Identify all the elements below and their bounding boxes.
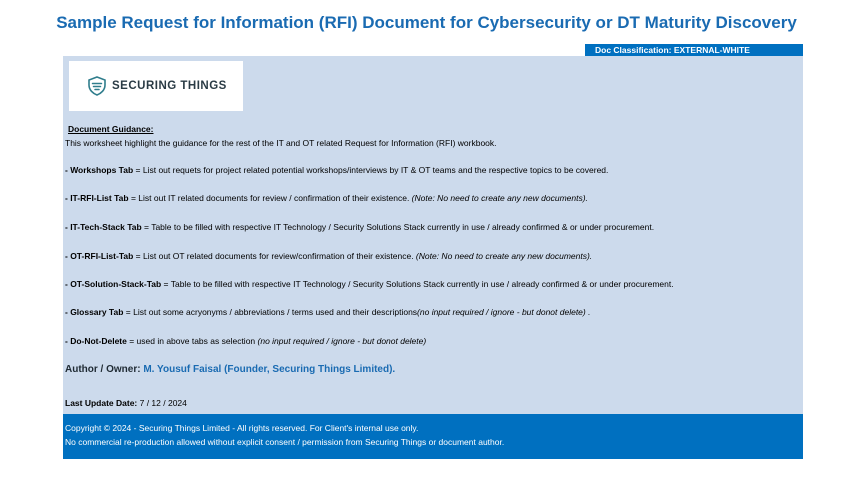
guidance-item-workshops [65, 165, 608, 175]
tab-name: - OT-Solution-Stack-Tab [65, 279, 162, 289]
tab-name: - Do-Not-Delete [65, 336, 127, 346]
tab-name: - IT-RFI-List Tab [65, 193, 129, 203]
guidance-heading: Document Guidance: [68, 124, 154, 134]
last-update-line [65, 398, 187, 408]
guidance-item-glossary [65, 307, 590, 317]
guidance-item-ot-rfi-list [65, 251, 592, 261]
guidance-item-it-rfi-list [65, 193, 588, 203]
copyright-footer [63, 414, 803, 459]
tab-note: (no input required / ignore - but donot delete) [257, 336, 427, 346]
tab-note: (no input required / ignore - but donot delete) . [417, 307, 591, 317]
tab-name: - Workshops Tab [65, 165, 134, 175]
tab-description: = List out some acryonyms / abbreviations / terms used and their descriptions [123, 307, 418, 317]
guidance-item-do-not-delete [65, 336, 426, 346]
tab-description: = used in above tabs as selection [126, 336, 258, 346]
tab-name: - Glossary Tab [65, 307, 124, 317]
tab-name: - IT-Tech-Stack Tab [65, 222, 142, 232]
logo-text: SECURING THINGS [112, 80, 227, 92]
document-title: Sample Request for Information (RFI) Document for Cybersecurity or DT Maturity Discovery [56, 13, 797, 32]
tab-description: = List out requets for project related potential workshops/interviews by IT & OT teams and the respective topics to be covered. [133, 165, 609, 175]
copyright-line: Copyright © 2024 - Securing Things Limited - All rights reserved. For Client's internal use only. [65, 423, 419, 433]
last-update-label: Last Update Date: [65, 398, 140, 408]
author-line [65, 364, 395, 375]
author-label: Author / Owner: [65, 364, 144, 375]
last-update-value: 7 / 12 / 2024 [139, 398, 187, 408]
reproduction-notice: No commercial re-production allowed without explicit consent / permission from Securing Things or document author. [65, 437, 505, 447]
classification-badge: Doc Classification: EXTERNAL-WHITE [585, 44, 803, 56]
tab-description: = Table to be filled with respective IT Technology / Security Solutions Stack currently in use / already confirmed & or under procurement. [161, 279, 674, 289]
company-logo [69, 61, 243, 111]
tab-note: (Note: No need to create any new documents). [411, 193, 588, 203]
tab-note: (Note: No need to create any new documents). [415, 251, 593, 261]
shield-icon [88, 76, 106, 96]
author-value: M. Yousuf Faisal (Founder, Securing Things Limited). [143, 364, 396, 375]
guidance-item-ot-solution-stack [65, 279, 674, 289]
guidance-intro: This worksheet highlight the guidance for the rest of the IT and OT related Request for Information (RFI) workbook. [65, 138, 497, 148]
tab-description: = List out IT related documents for review / confirmation of their existence. [128, 193, 412, 203]
guidance-item-it-tech-stack [65, 222, 654, 232]
tab-description: = List out OT related documents for review/confirmation of their existence. [133, 251, 416, 261]
tab-name: - OT-RFI-List-Tab [65, 251, 134, 261]
tab-description: = Table to be filled with respective IT Technology / Security Solutions Stack currently in use / already confirmed & or under procurement. [141, 222, 655, 232]
